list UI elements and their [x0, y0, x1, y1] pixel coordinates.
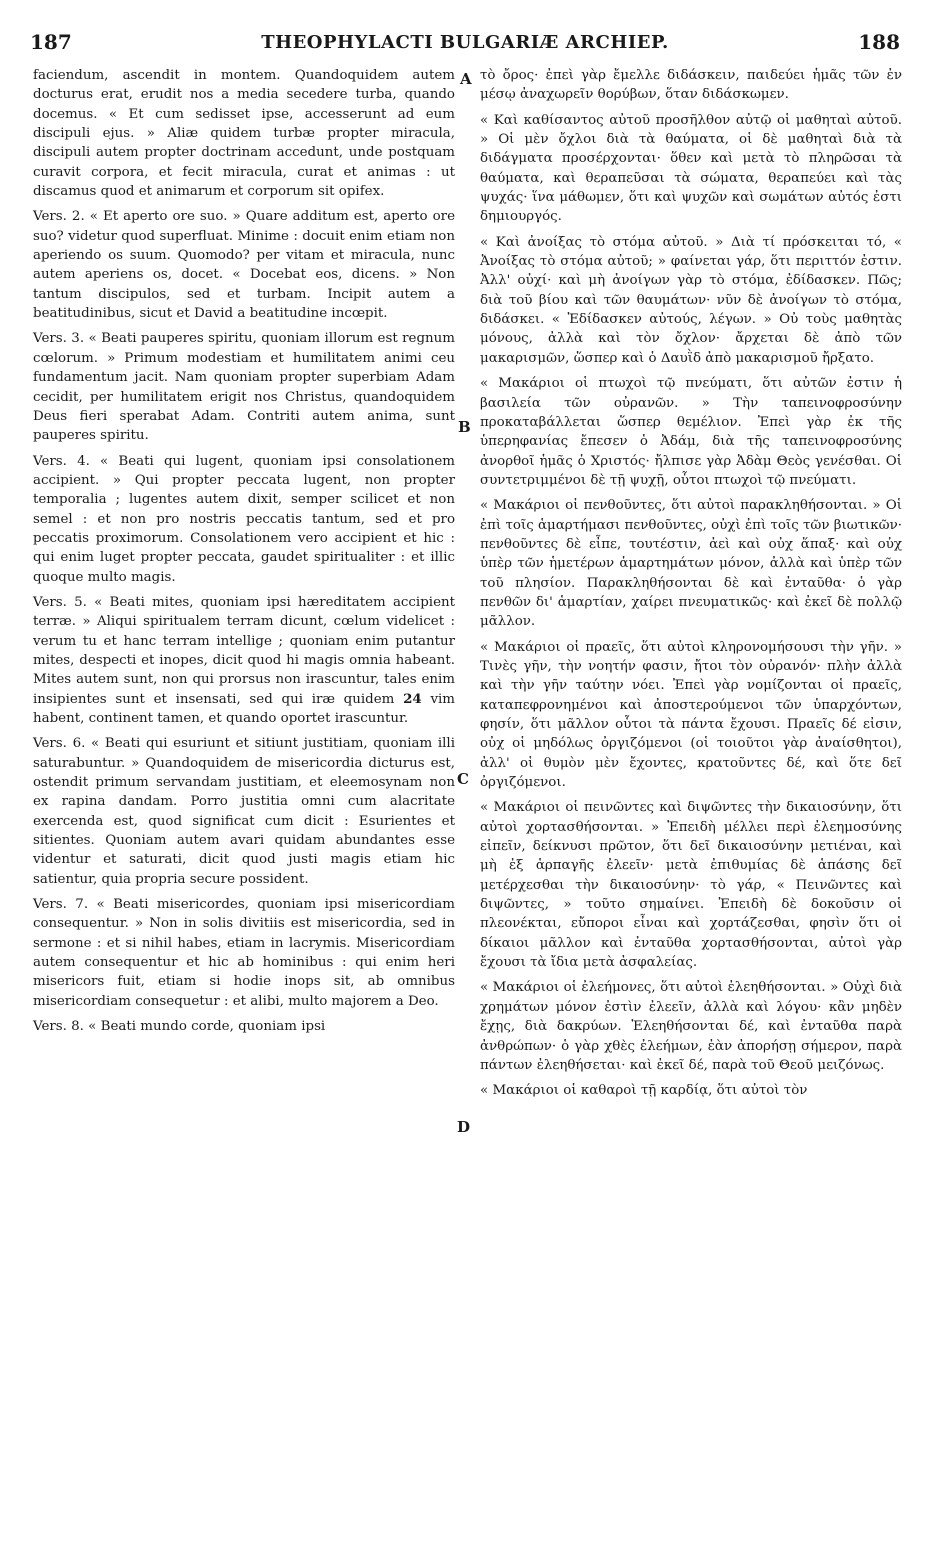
- greek-paragraph: « Μακάριοι οἱ πενθοῦντες, ὅτι αὐτοὶ παρακληθήσονται. » Οἱ ἐπὶ τοῖς ἁμαρτήμασι πενθοῦντες, οὐχὶ ἐπὶ τοῖς τῶν βιωτικῶν· πενθοῦντες δὲ εἶπε, τουτέστιν, ἀεὶ καὶ οὐχ ἅπαξ· καὶ οὐχ ὑπὲρ τῶν ἡμετέρων ἁμαρτημάτων μόνον, ἀλλὰ καὶ ὑπὲρ τῶν τοῦ πλησίον. Παρακληθήσονται δὲ καὶ ἐνταῦθα· ὁ γὰρ πενθῶν δι' ἁμαρτίαν, χαίρει πνευματικῶς· καὶ ἐκεῖ δὲ πολλῷ μᾶλλον.: [480, 498, 902, 630]
- latin-text: vim habent, continent tamen, et quando oportet irascuntur.: [33, 691, 455, 726]
- greek-paragraph: « Μακάριοι οἱ πεινῶντες καὶ διψῶντες τὴν δικαιοσύνην, ὅτι αὐτοὶ χορτασθήσονται. » Ἐπειδὴ μέλλει περὶ ἐλεημοσύνης εἰπεῖν, δείκνυσι πρῶτον, ὅτι δεῖ δικαιοσύνην μετιέναι, καὶ μὴ ἐξ ἁρπαγῆς ἐλεεῖν· μετὰ ἐπιθυμίας δὲ ἁπάσης δεῖ μετέρχεσθαι τὴν δικαιοσύνην· τὸ γάρ, « Πεινῶντες καὶ διψῶντες, » τοῦτο σημαίνει. Ἐπειδὴ δὲ δοκοῦσιν οἱ πλεονέκται, εὔποροι εἶναι καὶ χορτάζεσθαι, φησὶν ὅτι οἱ δίκαιοι μᾶλλον καὶ ἐνταῦθα χορτασθήσονται, αὐτοὶ γὰρ ἔχουσι τὰ ἴδια μετὰ ἀσφαλείας.: [480, 800, 902, 971]
- latin-paragraph: Vers. 8. « Beati mundo corde, quoniam ipsi: [33, 1019, 326, 1035]
- latin-paragraph: faciendum, ascendit in montem. Quandoquidem autem docturus erat, erudit nos a media secedere turba, quando docemus. « Et cum sedisset ipse, accesserunt ad eum discipuli ejus. » Aliæ quidem turbæ propter miracula, discipuli autem propter doctrinam accedunt, unde postquam curavit corpora, et fecit miracula, curat et animas : ut discamus quod et animarum et corporum sit opifex.: [33, 68, 455, 200]
- latin-paragraph: Vers. 4. « Beati qui lugent, quoniam ipsi consolationem accipient. » Qui propter peccata lugent, non propter temporalia ; lugentes autem dixit, semper scilicet et non semel : et non pro nostris peccatis tantum, sed et pro peccatis proximorum. Consolationem vero accipient et hic : qui enim luget propter peccata, gaudet spiritualiter : et illic quoque multo magis.: [33, 453, 455, 585]
- greek-paragraph: « Μακάριοι οἱ ἐλεήμονες, ὅτι αὐτοὶ ἐλεηθήσονται. » Οὐχὶ διὰ χρημάτων μόνον ἐστὶν ἐλεεῖν, ἀλλὰ καὶ λόγου· κἂν μηδὲν ἔχῃς, διὰ δακρύων. Ἐλεηθήσονται δέ, καὶ ἐνταῦθα παρὰ ἀνθρώπων· ὁ γὰρ χθὲς ἐλεήμων, ἐὰν ἀπορήσῃ σήμερον, παρὰ πάντων ἐλεηθήσεται· καὶ ἐκεῖ δέ, παρὰ τοῦ Θεοῦ μειζόνως.: [480, 980, 902, 1073]
- latin-paragraph: Vers. 3. « Beati pauperes spiritu, quoniam illorum est regnum cœlorum. » Primum modestiam et humilitatem animi ceu fundamentum jacit. Nam quoniam propter superbiam Adam cecidit, per humilitatem erigit nos Christus, quandoquidem Deus fieri sperabat Adam. Contriti autem anima, sunt pauperes spiritu.: [33, 331, 455, 444]
- margin-marker-d: D: [457, 1118, 471, 1136]
- running-header: [30, 30, 900, 64]
- inline-page-number: 24: [403, 690, 422, 707]
- latin-paragraph: [33, 593, 455, 728]
- greek-paragraph: « Μακάριοι οἱ πραεῖς, ὅτι αὐτοὶ κληρονομήσουσι τὴν γῆν. » Τινὲς γῆν, τὴν νοητήν φασιν, ἤτοι τὸν οὐρανόν· πλὴν ἀλλὰ καὶ τὴν γῆν ταύτην νόει. Ἐπεὶ γὰρ νομίζονται οἱ πραεῖς, καταπεφρονημένοι καὶ ἀποστερούμενοι τῶν ὑπαρχόντων, φησίν, ὅτι μᾶλλον οὗτοι τὰ πάντα ἔχουσι. Πραεῖς δέ εἰσιν, οὐχ οἱ μηδόλως ὀργιζόμενοι (οἱ τοιοῦτοι γὰρ ἀναίσθητοι), ἀλλ' οἱ θυμὸν μὲν ἔχοντες, κρατοῦντες δέ, καὶ ὅτε δεῖ ὀργιζόμενοι.: [480, 639, 902, 791]
- margin-marker-b: B: [458, 418, 471, 436]
- running-title: THEOPHYLACTI BULGARIÆ ARCHIEP.: [261, 32, 669, 53]
- page-number-right: 188: [858, 30, 900, 54]
- page-number-left: 187: [30, 30, 72, 54]
- greek-paragraph: « Καὶ ἀνοίξας τὸ στόμα αὐτοῦ. » Διὰ τί πρόσκειται τό, « Ἀνοίξας τὸ στόμα αὐτοῦ; » φαίνεται γάρ, ὅτι περιττόν ἐστιν. Ἀλλ' οὐχί· καὶ μὴ ἀνοίγων γὰρ τὸ στόμα, ἐδίδασκεν. Πῶς; διὰ τοῦ βίου καὶ τῶν θαυμάτων· νῦν δὲ ἀνοίγων τὸ στόμα, διδάσκει. « Ἐδίδασκεν αὐτούς, λέγων. » Οὐ τοὺς μαθητὰς μόνους, ἀλλὰ καὶ τὸν ὄχλον· ἄρχεται δὲ ἀπὸ τῶν μακαρισμῶν, ὥσπερ καὶ ὁ Δαυῒδ ἀπὸ μακαρισμοῦ ἤρξατο.: [480, 234, 902, 366]
- greek-paragraph: « Μακάριοι οἱ πτωχοὶ τῷ πνεύματι, ὅτι αὐτῶν ἐστιν ἡ βασιλεία τῶν οὐρανῶν. » Τὴν ταπεινοφροσύνην προκαταβάλλεται ὥσπερ θεμέλιον. Ἐπεὶ γὰρ ἐκ τῆς ὑπερηφανίας ἔπεσεν ὁ Ἀδάμ, διὰ τῆς ταπεινοφροσύνης ἀνορθοῖ ἡμᾶς ὁ Χριστός· ἤλπισε γὰρ Ἀδὰμ Θεὸς γενέσθαι. Οἱ συντετριμμένοι δὲ τῇ ψυχῇ, οὗτοι πτωχοὶ τῷ πνεύματι.: [480, 376, 902, 488]
- latin-column: [33, 66, 455, 1043]
- margin-marker-c: C: [457, 770, 469, 788]
- greek-paragraph: « Μακάριοι οἱ καθαροὶ τῇ καρδίᾳ, ὅτι αὐτοὶ τὸν: [480, 1083, 808, 1099]
- latin-paragraph: Vers. 7. « Beati misericordes, quoniam ipsi misericordiam consequentur. » Non in solis divitiis est misericordia, sed in sermone : et si nihil habes, etiam in lacrymis. Misericordiam autem consequentur et hic ab hominibus : qui enim heri misericors fuit, etiam si hodie inops sit, ab omnibus misericordiam consequetur : et alibi, multo majorem a Deo.: [33, 897, 455, 1009]
- latin-paragraph: Vers. 2. « Et aperto ore suo. » Quare additum est, aperto ore suo? videtur quod superfluat. Minime : docuit enim etiam non aperiendo os suum. Quomodo? per vitam et miracula, nunc autem aperiens os, docet. « Docebat eos, dicens. » Non tantum discipulos, sed et turbam. Incipit autem a beatitudinibus, sicut et David a beatitudine incœpit.: [33, 209, 455, 322]
- greek-paragraph: « Καὶ καθίσαντος αὐτοῦ προσῆλθον αὐτῷ οἱ μαθηταὶ αὐτοῦ. » Οἱ μὲν ὄχλοι διὰ τὰ θαύματα, οἱ δὲ μαθηταὶ διὰ τὰ διδάγματα προσέρχονται· ὅθεν καὶ μετὰ τὸ πληρῶσαι τὰ θαύματα, καὶ θεραπεῦσαι τὰ σώματα, θεραπεύει καὶ τὰς ψυχάς· ἵνα μάθωμεν, ὅτι καὶ ψυχῶν καὶ σωμάτων αὐτός ἐστι δημιουργός.: [480, 112, 902, 225]
- latin-text: Vers. 5. « Beati mites, quoniam ipsi hæreditatem accipient terræ. » Aliqui spiritualem terram dicunt, cœlum videlicet : verum tu et hanc terram intellige ; quoniam enim putantur mites, despecti et inopes, dicit quod hi magis omnia habeant. Mites autem sunt, non qui prorsus non irascuntur, tales enim insipientes sunt et insensati, sed qui iræ quidem: [33, 594, 455, 707]
- margin-marker-a: A: [460, 70, 472, 88]
- greek-paragraph: τὸ ὄρος· ἐπεὶ γὰρ ἔμελλε διδάσκειν, παιδεύει ἡμᾶς τῶν ἐν μέσῳ ἀναχωρεῖν θορύβων, ὅταν διδάσκωμεν.: [480, 68, 902, 103]
- greek-column: [480, 66, 902, 1107]
- latin-paragraph: Vers. 6. « Beati qui esuriunt et sitiunt justitiam, quoniam illi saturabuntur. » Quandoquidem de misericordia dicturus est, ostendit primum servandam justitiam, et eleemosynam non ex rapina dandam. Porro justitia omni cum alacritate exercenda est, quod significat cum dicit : Esurientes et sitientes. Quoniam autem avari quidam abundantes esse videntur et saturati, dicit quod justi magis etiam hic satientur, quia propria secure possident.: [33, 736, 455, 887]
